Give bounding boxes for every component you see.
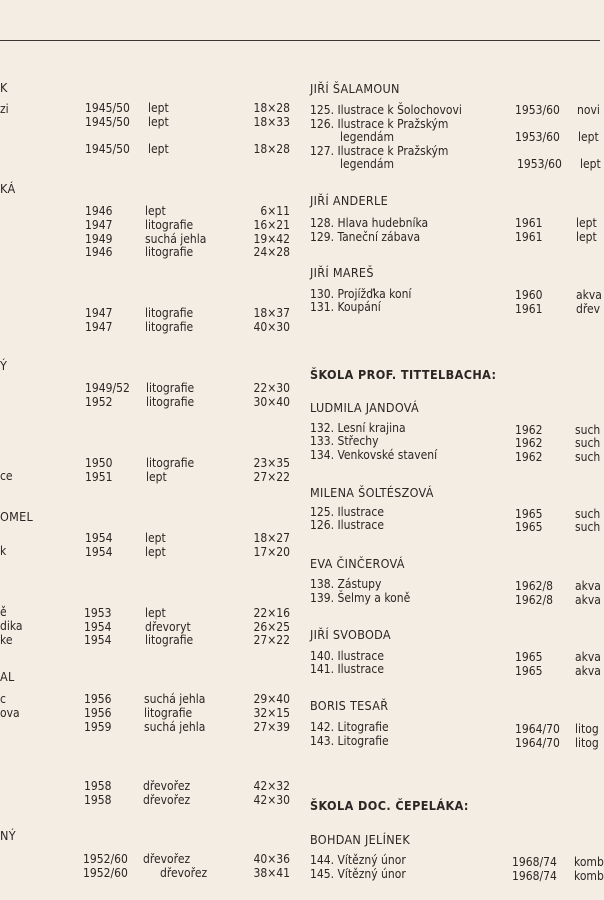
artwork-technique: akva (575, 579, 601, 593)
left-technique: dřevořez (143, 779, 191, 793)
left-size: 32×15 (253, 706, 290, 720)
left-title-fragment: dika (0, 619, 23, 633)
top-rule (0, 40, 600, 41)
left-year: 1954 (85, 531, 113, 545)
left-size: 38×41 (253, 866, 290, 880)
artwork-title: 132. Lesní krajina (310, 421, 406, 435)
artwork-year: 1962/8 (515, 593, 553, 607)
artwork-year: 1965 (515, 520, 543, 534)
artwork-year: 1965 (515, 650, 543, 664)
left-artist-fragment: KÁ (0, 181, 16, 196)
school-heading: ŠKOLA PROF. TITTELBACHA: (310, 367, 497, 382)
left-year: 1959 (84, 720, 112, 734)
artist-heading: JIŘÍ ŠALAMOUN (310, 81, 400, 96)
left-title-fragment: zi (0, 102, 9, 116)
left-year: 1953 (84, 606, 112, 620)
left-size: 18×27 (253, 531, 290, 545)
left-size: 40×36 (253, 852, 290, 866)
artist-heading: JIŘÍ SVOBODA (310, 627, 391, 642)
left-title-fragment: k (0, 544, 7, 558)
left-year: 1945/50 (85, 142, 130, 156)
artwork-title-continued: legendám (340, 157, 394, 171)
artwork-title: 127. Ilustrace k Pražským (310, 144, 449, 158)
left-size: 22×30 (253, 381, 290, 395)
left-technique: lept (145, 204, 166, 218)
left-technique: dřevořez (160, 866, 208, 880)
artist-heading: JIŘÍ ANDERLE (310, 193, 388, 208)
artist-heading: LUDMILA JANDOVÁ (310, 400, 419, 415)
artwork-title: 133. Střechy (310, 434, 379, 448)
left-size: 18×28 (253, 142, 290, 156)
left-technique: lept (145, 531, 166, 545)
artwork-technique: akva (576, 288, 602, 302)
left-artist-fragment: K (0, 80, 8, 95)
left-technique: lept (148, 142, 169, 156)
left-size: 29×40 (253, 692, 290, 706)
left-year: 1952/60 (83, 866, 128, 880)
left-year: 1949 (85, 232, 113, 246)
left-title-fragment: c (0, 692, 6, 706)
artist-heading: EVA ČINČEROVÁ (310, 556, 405, 571)
left-year: 1945/50 (85, 115, 130, 129)
left-technique: suchá jehla (144, 720, 206, 734)
left-artist-fragment: AL (0, 669, 15, 684)
artwork-year: 1964/70 (515, 736, 560, 750)
artwork-year: 1953/60 (515, 130, 560, 144)
artwork-technique: komb (574, 869, 604, 883)
artwork-title: 126. Ilustrace (310, 518, 384, 532)
artwork-year: 1961 (515, 216, 543, 230)
artwork-title: 131. Koupání (310, 300, 381, 314)
left-technique: litografie (146, 381, 195, 395)
left-year: 1946 (85, 204, 113, 218)
artist-heading: BOHDAN JELÍNEK (310, 832, 411, 847)
artwork-technique: akva (575, 593, 601, 607)
artwork-year: 1962 (515, 436, 543, 450)
artwork-title: 128. Hlava hudebníka (310, 216, 429, 230)
artwork-technique: such (575, 423, 601, 437)
left-year: 1952 (85, 395, 113, 409)
artwork-technique: akva (575, 664, 601, 678)
artwork-title: 125. Ilustrace (310, 505, 384, 519)
left-year: 1951 (85, 470, 113, 484)
left-size: 24×28 (253, 245, 290, 259)
left-year: 1954 (85, 545, 113, 559)
artwork-technique: novi (577, 103, 600, 117)
left-size: 18×28 (253, 101, 290, 115)
artwork-year: 1961 (515, 302, 543, 316)
artwork-technique: dřev (576, 302, 601, 316)
school-heading: ŠKOLA DOC. ČEPELÁKA: (310, 798, 469, 813)
left-year: 1954 (84, 633, 112, 647)
left-technique: dřevořez (143, 793, 191, 807)
artist-heading: MILENA ŠOLTÉSZOVÁ (310, 485, 434, 500)
left-technique: litografie (146, 395, 195, 409)
left-year: 1956 (84, 692, 112, 706)
left-size: 17×20 (253, 545, 290, 559)
artwork-title: 126. Ilustrace k Pražským (310, 117, 449, 131)
artwork-technique: lept (576, 230, 597, 244)
left-title-fragment: ke (0, 633, 13, 647)
left-technique: dřevoryt (145, 620, 191, 634)
left-year: 1946 (85, 245, 113, 259)
left-year: 1947 (85, 218, 113, 232)
left-technique: litografie (145, 633, 194, 647)
artwork-technique: akva (575, 650, 601, 664)
left-year: 1947 (85, 320, 113, 334)
left-size: 27×22 (253, 633, 290, 647)
left-technique: litografie (145, 218, 194, 232)
artwork-title: 140. Ilustrace (310, 649, 384, 663)
left-size: 16×21 (253, 218, 290, 232)
left-technique: litografie (145, 306, 194, 320)
left-year: 1956 (84, 706, 112, 720)
left-artist-fragment: Ý (0, 358, 8, 373)
artwork-year: 1953/60 (515, 103, 560, 117)
artwork-technique: lept (578, 130, 599, 144)
left-technique: litografie (146, 456, 195, 470)
left-year: 1949/52 (85, 381, 130, 395)
left-size: 19×42 (253, 232, 290, 246)
left-size: 18×37 (253, 306, 290, 320)
artist-heading: JIŘÍ MAREŠ (310, 265, 374, 280)
left-year: 1954 (84, 620, 112, 634)
left-technique: suchá jehla (144, 692, 206, 706)
left-size: 42×32 (253, 779, 290, 793)
artwork-technique: komb (574, 855, 604, 869)
left-technique: litografie (144, 706, 193, 720)
artwork-title: 143. Litografie (310, 734, 389, 748)
left-year: 1952/60 (83, 852, 128, 866)
left-technique: lept (148, 115, 169, 129)
left-technique: litografie (145, 320, 194, 334)
left-size: 26×25 (253, 620, 290, 634)
left-size: 42×30 (253, 793, 290, 807)
left-size: 27×22 (253, 470, 290, 484)
artwork-title: 144. Vítězný únor (310, 853, 406, 867)
artwork-year: 1960 (515, 288, 543, 302)
artwork-title: 134. Venkovské stavení (310, 448, 438, 462)
artwork-year: 1965 (515, 507, 543, 521)
artwork-year: 1962 (515, 450, 543, 464)
artwork-title: 125. Ilustrace k Šolochovovi (310, 103, 462, 117)
left-size: 30×40 (253, 395, 290, 409)
artwork-technique: such (575, 450, 601, 464)
left-technique: lept (146, 470, 167, 484)
artwork-title: 130. Projížďka koní (310, 287, 412, 301)
artwork-title-continued: legendám (340, 130, 394, 144)
artwork-title: 141. Ilustrace (310, 662, 384, 676)
left-year: 1947 (85, 306, 113, 320)
artwork-title: 129. Taneční zábava (310, 230, 421, 244)
left-technique: litografie (145, 245, 194, 259)
left-artist-fragment: NÝ (0, 828, 16, 843)
artist-heading: BORIS TESAŘ (310, 698, 389, 713)
artwork-year: 1953/60 (517, 157, 562, 171)
left-year: 1958 (84, 779, 112, 793)
artwork-technique: such (575, 507, 601, 521)
artwork-year: 1968/74 (512, 869, 557, 883)
left-title-fragment: ova (0, 706, 20, 720)
left-size: 18×33 (253, 115, 290, 129)
artwork-year: 1962/8 (515, 579, 553, 593)
left-year: 1945/50 (85, 101, 130, 115)
left-artist-fragment: OMEL (0, 509, 34, 524)
left-technique: lept (145, 545, 166, 559)
artwork-technique: litog (575, 736, 599, 750)
artwork-year: 1964/70 (515, 722, 560, 736)
left-size: 23×35 (253, 456, 290, 470)
left-technique: suchá jehla (145, 232, 207, 246)
artwork-year: 1961 (515, 230, 543, 244)
left-title-fragment: ce (0, 469, 13, 483)
artwork-technique: lept (576, 216, 597, 230)
left-size: 40×30 (253, 320, 290, 334)
left-year: 1950 (85, 456, 113, 470)
artwork-title: 142. Litografie (310, 720, 389, 734)
left-year: 1958 (84, 793, 112, 807)
artwork-year: 1965 (515, 664, 543, 678)
left-size: 27×39 (253, 720, 290, 734)
left-size: 6×11 (260, 204, 290, 218)
artwork-technique: lept (580, 157, 601, 171)
artwork-year: 1962 (515, 423, 543, 437)
artwork-title: 145. Vítězný únor (310, 867, 406, 881)
artwork-technique: such (575, 520, 601, 534)
left-technique: lept (145, 606, 166, 620)
left-title-fragment: ě (0, 605, 7, 619)
left-technique: dřevořez (143, 852, 191, 866)
left-technique: lept (148, 101, 169, 115)
artwork-title: 139. Šelmy a koně (310, 591, 411, 605)
artwork-technique: such (575, 436, 601, 450)
artwork-year: 1968/74 (512, 855, 557, 869)
left-size: 22×16 (253, 606, 290, 620)
artwork-title: 138. Zástupy (310, 577, 382, 591)
artwork-technique: litog (575, 722, 599, 736)
